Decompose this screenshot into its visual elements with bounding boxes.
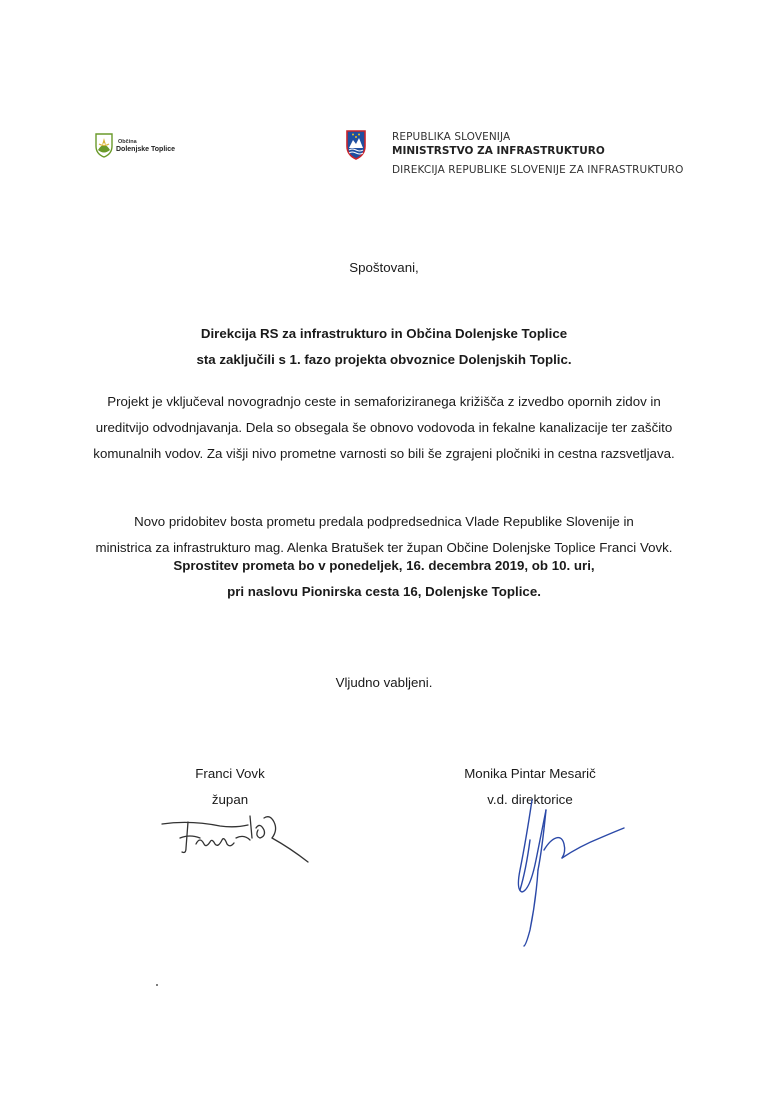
paragraph-line: ureditvijo odvodnjavanja. Dela so obsegala še obnovo vodovoda in fekalne kanalizacije ter zaščito (95, 420, 673, 435)
signer-left-name: Franci Vovk (195, 766, 265, 781)
greeting: Spoštovani, (349, 260, 419, 275)
signer-left-title: župan (211, 792, 249, 807)
signature-left (160, 808, 310, 878)
heading-line: sta zaključili s 1. fazo projekta obvoznice Dolenjskih Toplic. (196, 352, 572, 367)
closing: Vljudno vabljeni. (335, 675, 433, 690)
municipality-logo-line2: Dolenjske Toplice (116, 146, 175, 153)
paragraph-line: ministrica za infrastrukturo mag. Alenka Bratušek ter župan Občine Dolenjske Toplice Franci Vovk. (95, 540, 673, 555)
municipality-logo (94, 132, 184, 172)
ministry-line3: DIREKCIJA REPUBLIKE SLOVENIJE ZA INFRASTRUKTURO (392, 164, 684, 176)
event-line: pri naslovu Pionirska cesta 16, Dolenjske Toplice. (227, 584, 541, 599)
paragraph-project (0, 389, 768, 467)
municipality-crest-icon (94, 132, 114, 158)
ministry-line2: MINISTRSTVO ZA INFRASTRUKTURO (392, 145, 605, 157)
paragraph-line: Projekt je vključeval novogradnjo ceste in semaforiziranega križišča z izvedbo opornih zidov in (107, 394, 661, 409)
slovenia-coat-of-arms-icon (346, 130, 366, 160)
paragraph-line: Novo pridobitev bosta prometu predala podpredsednica Vlade Republike Slovenije in (134, 514, 634, 529)
ministry-header (392, 131, 684, 176)
signer-right-name: Monika Pintar Mesarič (464, 766, 596, 781)
event-details (0, 553, 768, 605)
state-logo (346, 130, 386, 166)
municipality-logo-line1: Občina (118, 139, 137, 145)
heading-line: Direkcija RS za infrastrukturo in Občina Dolenjske Toplice (200, 326, 568, 341)
signer-right-title: v.d. direktorice (487, 792, 573, 807)
ministry-line1: REPUBLIKA SLOVENIJA (392, 131, 511, 143)
scan-speck (156, 984, 158, 986)
signature-right (490, 780, 630, 950)
letter-heading (0, 321, 768, 373)
event-line: Sprostitev prometa bo v ponedeljek, 16. decembra 2019, ob 10. uri, (173, 558, 595, 573)
signer-left (150, 761, 310, 813)
paragraph-line: komunalnih vodov. Za višji nivo prometne varnosti so bili še zgrajeni pločniki in cestna razsvetljava. (93, 446, 675, 461)
